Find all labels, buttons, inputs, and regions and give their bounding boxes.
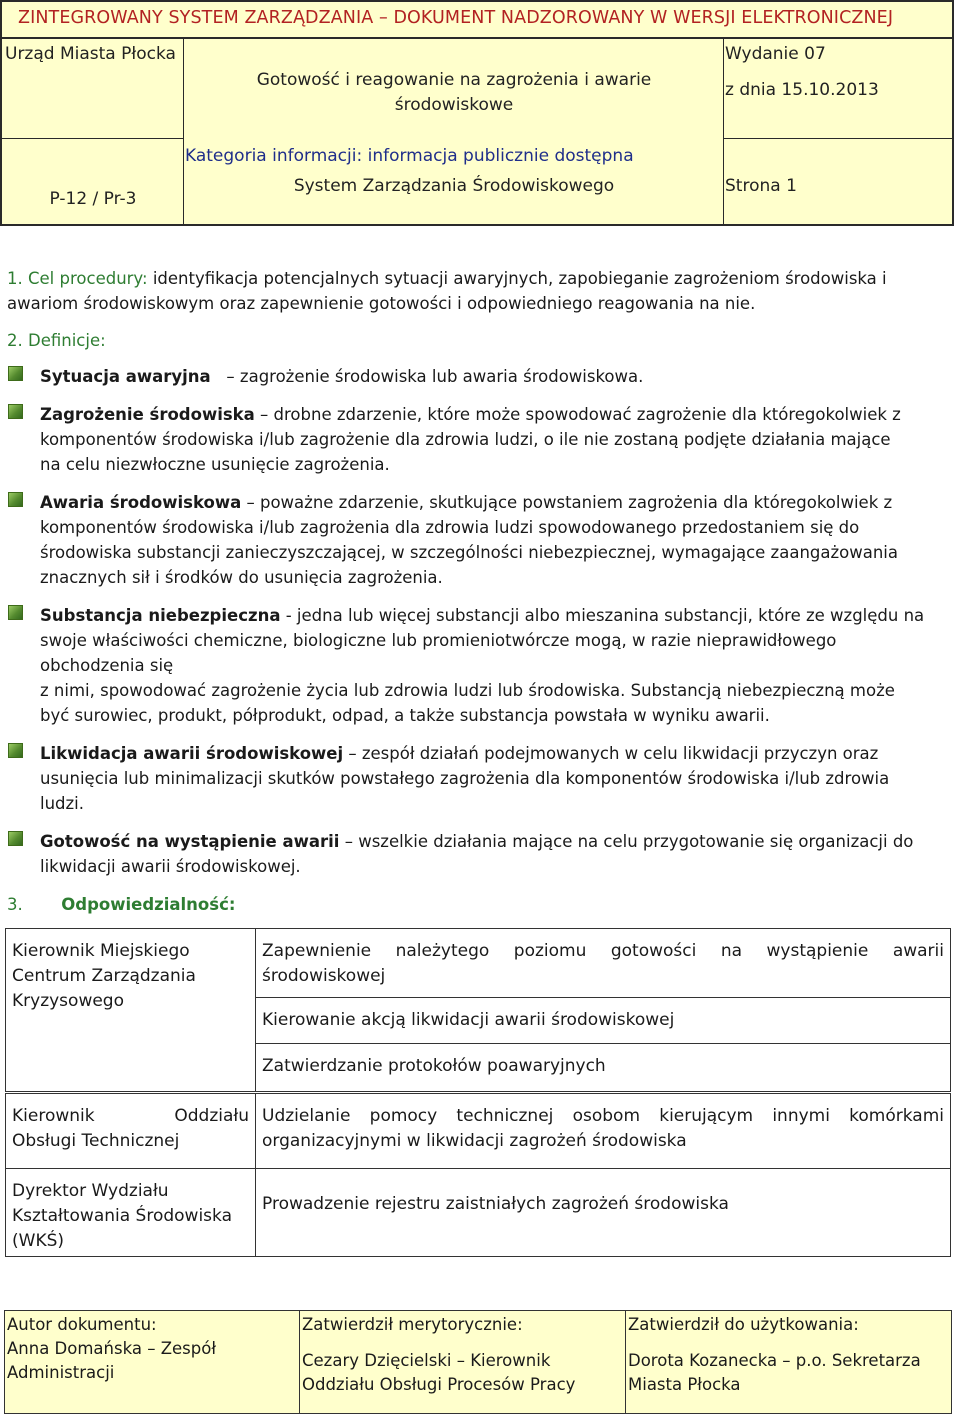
definition-text: znacznych sił i środków do usunięcia zagrożenia. xyxy=(40,568,443,587)
task-preparedness xyxy=(255,928,951,998)
definition-text: komponentów środowiska i/lub zagrożenia dla zdrowia ludzi spowodowanego przedostaniem się do xyxy=(40,518,860,537)
green-bullet-icon xyxy=(8,831,23,846)
information-category: Kategoria informacji: informacja publicznie dostępna xyxy=(185,146,634,166)
definition-text: obchodzenia się xyxy=(40,656,174,675)
section-definitions-heading xyxy=(7,328,106,353)
definition-text: - jedna lub więcej substancji albo mieszanina substancji, które ze względu na xyxy=(285,606,925,625)
code-cell xyxy=(2,139,184,224)
section-3-label: Odpowiedzialność: xyxy=(61,895,236,914)
definition-term: Gotowość na wystąpienie awarii xyxy=(40,832,340,851)
role-line: Obsługi Technicznej xyxy=(12,1131,180,1151)
definition-term: Zagrożenie środowiska xyxy=(40,405,255,424)
page-cell xyxy=(724,139,952,224)
management-system: System Zarządzania Środowiskowego xyxy=(293,176,615,196)
definition-preparedness xyxy=(40,829,952,879)
edition-cell xyxy=(724,39,952,139)
definition-text: – zespół działań podejmowanych w celu likwidacji przyczyn oraz xyxy=(348,744,879,763)
document-title-line-1: Gotowość i reagowanie na zagrożenia i awarie xyxy=(256,70,652,90)
definition-emergency xyxy=(40,364,952,389)
role-line: (WKŚ) xyxy=(12,1231,65,1251)
definition-term: Substancja niebezpieczna xyxy=(40,606,281,625)
purpose-line-1: identyfikacja potencjalnych sytuacji awaryjnych, zapobieganie zagrożeniom środowiska i xyxy=(152,269,887,288)
system-cell xyxy=(184,171,724,224)
page-number: Strona 1 xyxy=(725,176,797,196)
definition-environmental-threat xyxy=(40,402,952,477)
role-technical-service xyxy=(5,1093,256,1169)
definition-text: usunięcia lub minimalizacji skutków powstałego zagrożenia dla komponentów środowiska i/lub zdrowia xyxy=(40,769,890,788)
title-cell xyxy=(184,39,724,139)
definition-environmental-failure xyxy=(40,490,952,590)
definition-text: swoje właściwości chemiczne, biologiczne lub promieniotwórcze mogą, w razie nieprawidłowego xyxy=(40,631,837,650)
office-cell xyxy=(2,39,184,139)
document-title-line-2: środowiskowe xyxy=(394,95,514,115)
approved-label: Zatwierdził merytorycznie: xyxy=(302,1315,523,1334)
role-line: Kierownik Miejskiego xyxy=(12,941,190,961)
task-managing-action xyxy=(255,997,951,1044)
approved-unit: Oddziału Obsługi Procesów Pracy xyxy=(302,1375,576,1394)
section-1-label: Cel procedury: xyxy=(28,269,148,288)
section-2-label: Definicje: xyxy=(28,331,106,350)
definition-hazardous-substance xyxy=(40,603,952,728)
role-crisis-management xyxy=(5,928,256,1092)
author-name: Anna Domańska – Zespół xyxy=(7,1339,217,1358)
definition-failure-removal xyxy=(40,741,952,816)
section-3-number: 3. xyxy=(7,895,23,914)
role-line: Dyrektor Wydziału xyxy=(12,1181,169,1201)
author-label: Autor dokumentu: xyxy=(7,1315,157,1334)
task-line: Prowadzenie rejestru zaistniałych zagrożeń środowiska xyxy=(262,1194,729,1214)
definition-text: ludzi. xyxy=(40,794,85,813)
footer-release-approval xyxy=(625,1310,952,1414)
definition-text: likwidacji awarii środowiskowej. xyxy=(40,857,301,876)
green-bullet-icon xyxy=(8,366,23,381)
purpose-line-2: awariom środowiskowym oraz zapewnienie gotowości i odpowiedniego reagowania na nie. xyxy=(7,294,756,313)
procedure-code: P-12 / Pr-3 xyxy=(49,189,137,209)
definition-text: – zagrożenie środowiska lub awaria środowiskowa. xyxy=(226,367,644,386)
footer-substantive-approval xyxy=(299,1310,626,1414)
role-line: Kierownik Oddziału xyxy=(12,1106,249,1126)
role-line: Kryzysowego xyxy=(12,991,124,1011)
section-1-number: 1. xyxy=(7,269,23,288)
document-header xyxy=(0,0,954,226)
green-bullet-icon xyxy=(8,492,23,507)
category-cell xyxy=(184,139,724,171)
definition-text: z nimi, spowodować zagrożenie życia lub zdrowia ludzi lub środowiska. Substancją niebezpieczną może xyxy=(40,681,895,700)
section-responsibility-heading xyxy=(7,892,235,917)
definition-text: środowiska substancji zanieczyszczającej, w szczególności niebezpiecznej, wymagające zaangażowania xyxy=(40,543,898,562)
green-bullet-icon xyxy=(8,404,23,419)
released-unit: Miasta Płocka xyxy=(628,1375,741,1394)
footer-author xyxy=(4,1310,300,1414)
author-unit: Administracji xyxy=(7,1363,115,1382)
role-environment-department xyxy=(5,1168,256,1257)
edition: Wydanie 07 xyxy=(725,44,826,64)
green-bullet-icon xyxy=(8,605,23,620)
task-line: Kierowanie akcją likwidacji awarii środowiskowej xyxy=(262,1010,675,1030)
green-bullet-icon xyxy=(8,743,23,758)
header-banner: ZINTEGROWANY SYSTEM ZARZĄDZANIA – DOKUMENT NADZOROWANY W WERSJI ELEKTRONICZNEJ xyxy=(18,8,894,28)
task-line: organizacyjnymi w likwidacji zagrożeń środowiska xyxy=(262,1131,687,1151)
section-2-number: 2. xyxy=(7,331,23,350)
definition-text: komponentów środowiska i/lub zagrożenie dla zdrowia ludzi, o ile nie zostaną podjęte działania mające xyxy=(40,430,891,449)
released-name: Dorota Kozanecka – p.o. Sekretarza xyxy=(628,1351,921,1370)
definition-term: Sytuacja awaryjna xyxy=(40,367,211,386)
approved-name: Cezary Dzięcielski – Kierownik xyxy=(302,1351,551,1370)
section-purpose xyxy=(7,266,952,316)
role-line: Centrum Zarządzania xyxy=(12,966,196,986)
definition-text: na celu niezwłoczne usunięcie zagrożenia. xyxy=(40,455,390,474)
definition-text: – poważne zdarzenie, skutkujące powstaniem zagrożenia dla któregokolwiek z xyxy=(246,493,893,512)
role-line: Kształtowania Środowiska xyxy=(12,1206,232,1226)
task-threat-register xyxy=(255,1168,951,1257)
edition-date: z dnia 15.10.2013 xyxy=(725,80,879,100)
task-approving-protocols xyxy=(255,1043,951,1092)
released-label: Zatwierdził do użytkowania: xyxy=(628,1315,859,1334)
task-line: środowiskowej xyxy=(262,966,386,986)
definition-text: – drobne zdarzenie, które może spowodować zagrożenie dla któregokolwiek z xyxy=(260,405,901,424)
definition-term: Awaria środowiskowa xyxy=(40,493,242,512)
office-name: Urząd Miasta Płocka xyxy=(5,44,176,64)
task-line: Zapewnienie należytego poziomu gotowości na wystąpienie awarii xyxy=(262,941,944,961)
header-banner-cell xyxy=(2,2,952,39)
definition-text: – wszelkie działania mające na celu przygotowanie się organizacji do xyxy=(344,832,914,851)
task-line: Udzielanie pomocy technicznej osobom kierującym innymi komórkami xyxy=(262,1106,944,1126)
definition-text: być surowiec, produkt, półprodukt, odpad, a także substancja powstała w wyniku awarii. xyxy=(40,706,770,725)
task-line: Zatwierdzanie protokołów poawaryjnych xyxy=(262,1056,606,1076)
definition-term: Likwidacja awarii środowiskowej xyxy=(40,744,344,763)
document-title xyxy=(184,68,724,118)
task-technical-help xyxy=(255,1093,951,1169)
